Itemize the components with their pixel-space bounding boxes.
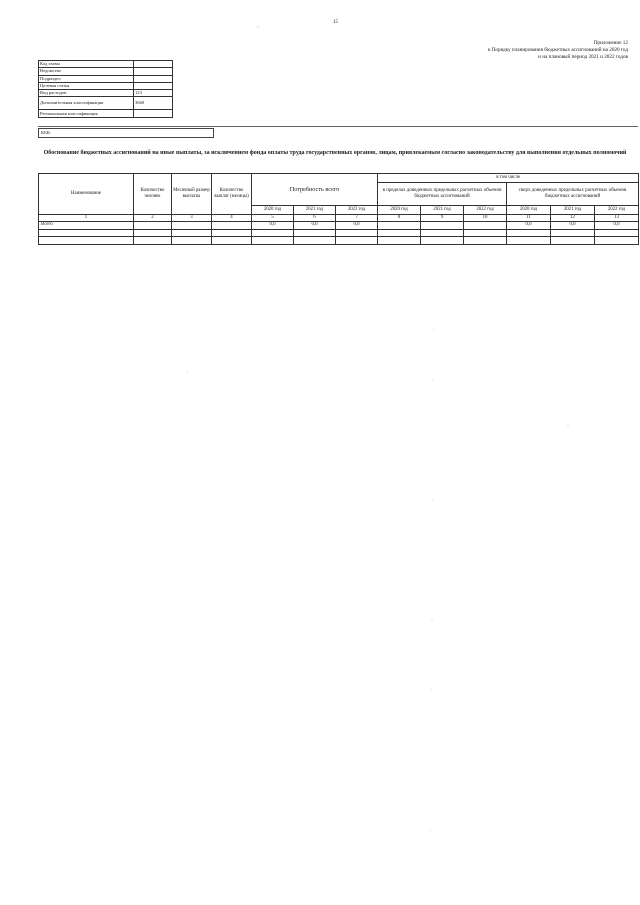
- appendix-line: и на плановый период 2021 и 2022 годов: [538, 54, 628, 60]
- column-number: 13: [595, 215, 639, 222]
- column-number: 5: [252, 215, 294, 222]
- header-payments-count: Количество выплат (месяцы): [212, 174, 252, 215]
- header-year: 2021 год: [294, 206, 336, 215]
- codes-value: 3660: [134, 97, 173, 110]
- header-year: 2022 год: [336, 206, 378, 215]
- header-name: Наименование: [39, 174, 134, 215]
- codes-label: Дополнительная классификация: [39, 97, 134, 110]
- header-including: в том числе: [378, 174, 639, 183]
- column-number: 7: [336, 215, 378, 222]
- header-year: 2020 год: [378, 206, 421, 215]
- column-number: 8: [378, 215, 421, 222]
- total-cell: 0,0: [252, 222, 294, 230]
- header-year: 2021 год: [551, 206, 595, 215]
- column-number: 6: [294, 215, 336, 222]
- total-cell: 0,0: [507, 222, 551, 230]
- total-cell: 0,0: [294, 222, 336, 230]
- header-above-limits: сверх доведенных предельных расчетных объемов бюджетных ассигнований: [507, 183, 639, 206]
- page-number: 15: [333, 20, 338, 25]
- total-cell: 0,0: [595, 222, 639, 230]
- header-monthly-payment: Месячный размер выплаты: [172, 174, 212, 215]
- column-number: 2: [134, 215, 172, 222]
- appendix-line: Приложение 12: [593, 40, 628, 46]
- codes-label: Подраздел: [39, 75, 134, 82]
- kbk-label: КБК:: [41, 130, 52, 135]
- header-need-total: Потребность всего: [252, 174, 378, 206]
- column-number: 11: [507, 215, 551, 222]
- column-number: 9: [421, 215, 464, 222]
- document-title: Обоснование бюджетных ассигнований на иные выплаты, за исключением фонда оплаты труда государственных органов, лицам, привлекаемым согласно законодательству для выполнения отдельных полномочий: [43, 150, 627, 156]
- codes-label: Целевая статья: [39, 82, 134, 89]
- column-number: 10: [464, 215, 507, 222]
- total-cell: 0,0: [336, 222, 378, 230]
- column-number: 12: [551, 215, 595, 222]
- header-people-count: Количество человек: [134, 174, 172, 215]
- codes-label: Вид расходов: [39, 90, 134, 97]
- column-number: 3: [172, 215, 212, 222]
- header-within-limits: в пределах доведенных предельных расчетных объемов бюджетных ассигнований: [378, 183, 507, 206]
- codes-value: 123: [134, 90, 173, 97]
- header-year: 2022 год: [464, 206, 507, 215]
- header-year: 2020 год: [507, 206, 551, 215]
- total-label: Всего: [39, 222, 134, 230]
- codes-label: Ведомство: [39, 68, 134, 75]
- codes-label: Код главы: [39, 61, 134, 68]
- header-year: 2020 год: [252, 206, 294, 215]
- codes-label: Региональная классификация: [39, 110, 134, 117]
- total-cell: 0,0: [551, 222, 595, 230]
- header-year: 2021 год: [421, 206, 464, 215]
- column-number: 4: [212, 215, 252, 222]
- header-year: 2022 год: [595, 206, 639, 215]
- column-number: 1: [39, 215, 134, 222]
- appendix-line: к Порядку планирования бюджетных ассигнований на 2020 год: [487, 47, 628, 53]
